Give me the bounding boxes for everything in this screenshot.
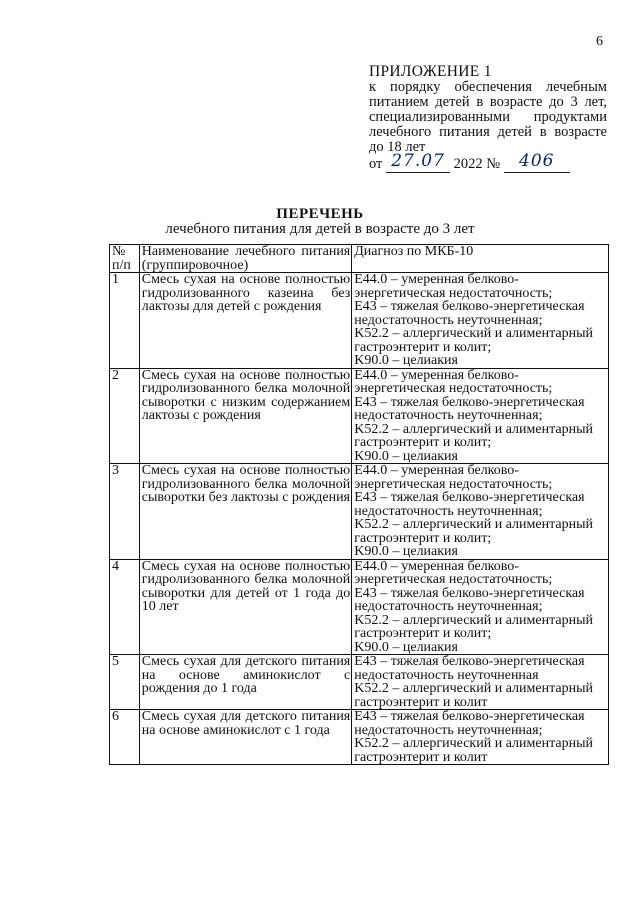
number-blank: [504, 151, 570, 173]
row-number: 6: [110, 710, 140, 765]
diagnosis-entry: K52.2 – аллергический и алиментарный гастроэнтерит и колит;: [354, 326, 593, 355]
diagnosis-entry: Е44.0 – умеренная белково-энергетическая недостаточность;: [354, 367, 553, 396]
table-row: [110, 368, 609, 464]
row-number: 5: [110, 655, 140, 710]
diagnosis-entry: Е43 – тяжелая белково-энергетическая недостаточность неуточненная;: [354, 585, 585, 614]
row-number: 4: [110, 559, 140, 655]
table-body: [110, 273, 609, 765]
header-number: № п/п: [110, 245, 140, 273]
appendix-description: к порядку обеспечения лечебным питанием детей в возрасте до 3 лет, специализированными продуктами лечебного питания детей в возрасте до 18 лет: [369, 79, 607, 155]
diagnosis-entry: K52.2 – аллергический и алиментарный гастроэнтерит и колит: [354, 681, 593, 710]
product-name: Смесь сухая на основе полностью гидролизованного белка молочной сыворотки с низким содержанием лактозы с рождения: [139, 368, 351, 464]
row-number: 1: [110, 273, 140, 369]
product-name: Смесь сухая на основе полностью гидролизованного белка молочной сыворотки без лактозы с рождения: [139, 464, 351, 560]
handwritten-date: 27.07: [391, 151, 445, 171]
diagnosis-entry: K90.0 – целиакия: [354, 544, 458, 559]
header-name: Наименование лечебного питания (группировочное): [139, 245, 351, 273]
diagnosis-entry: K52.2 – аллергический и алиментарный гастроэнтерит и колит: [354, 736, 593, 765]
appendix-block: [369, 64, 607, 173]
diagnosis-entry: Е43 – тяжелая белково-энергетическая недостаточность неуточненная: [354, 654, 585, 683]
table-row: [110, 559, 609, 655]
diagnosis-entry: K52.2 – аллергический и алиментарный гастроэнтерит и колит;: [354, 612, 593, 641]
table-row: [110, 273, 609, 369]
diagnosis-entry: Е43 – тяжелая белково-энергетическая недостаточность неуточненная;: [354, 490, 585, 519]
diagnosis-entry: K52.2 – аллергический и алиментарный гастроэнтерит и колит;: [354, 421, 593, 450]
table-row: [110, 655, 609, 710]
diagnosis-cell: [352, 559, 609, 655]
diagnosis-entry: Е43 – тяжелая белково-энергетическая недостаточность неуточненная;: [354, 299, 585, 328]
row-number: 2: [110, 368, 140, 464]
date-blank: [386, 151, 450, 173]
header-diagnosis: Диагноз по МКБ-10: [352, 245, 609, 273]
diagnosis-cell: [352, 273, 609, 369]
product-name: Смесь сухая для детского питания на основе аминокислот с 1 года: [139, 710, 351, 765]
page-number: 6: [596, 34, 603, 49]
diagnosis-cell: [352, 464, 609, 560]
nutrition-table: [109, 244, 609, 765]
product-name: Смесь сухая на основе полностью гидролизованного казеина без лактозы для детей с рождения: [139, 273, 351, 369]
product-name: Смесь сухая для детского питания на основе аминокислот с рождения до 1 года: [139, 655, 351, 710]
row-number: 3: [110, 464, 140, 560]
product-name: Смесь сухая на основе полностью гидролизованного белка молочной сыворотки для детей от 1 года до 10 лет: [139, 559, 351, 655]
diagnosis-entry: Е44.0 – умеренная белково-энергетическая недостаточность;: [354, 272, 553, 301]
diagnosis-entry: Е44.0 – умеренная белково-энергетическая недостаточность;: [354, 558, 553, 587]
document-subtitle: лечебного питания для детей в возрасте до 3 лет: [165, 221, 475, 237]
date-prefix: от: [369, 156, 383, 172]
diagnosis-entry: Е43 – тяжелая белково-энергетическая недостаточность неуточненная;: [354, 709, 585, 738]
appendix-date-line: [369, 151, 607, 173]
diagnosis-cell: [352, 655, 609, 710]
diagnosis-entry: K52.2 – аллергический и алиментарный гастроэнтерит и колит;: [354, 517, 593, 546]
diagnosis-cell: [352, 368, 609, 464]
document-heading: [0, 207, 640, 237]
diagnosis-entry: K90.0 – целиакия: [354, 353, 458, 368]
table-row: [110, 464, 609, 560]
diagnosis-entry: K90.0 – целиакия: [354, 448, 458, 464]
table-header-row: [110, 245, 609, 273]
handwritten-number: 406: [519, 151, 555, 171]
appendix-title: ПРИЛОЖЕНИЕ 1: [369, 63, 492, 80]
diagnosis-entry: Е43 – тяжелая белково-энергетическая недостаточность неуточненная;: [354, 394, 585, 423]
diagnosis-entry: K90.0 – целиакия: [354, 639, 458, 655]
table-row: [110, 710, 609, 765]
diagnosis-cell: [352, 710, 609, 765]
diagnosis-entry: Е44.0 – умеренная белково-энергетическая недостаточность;: [354, 463, 553, 492]
document-title: ПЕРЕЧЕНЬ: [276, 206, 364, 222]
document-year-number-label: 2022 №: [453, 156, 501, 172]
